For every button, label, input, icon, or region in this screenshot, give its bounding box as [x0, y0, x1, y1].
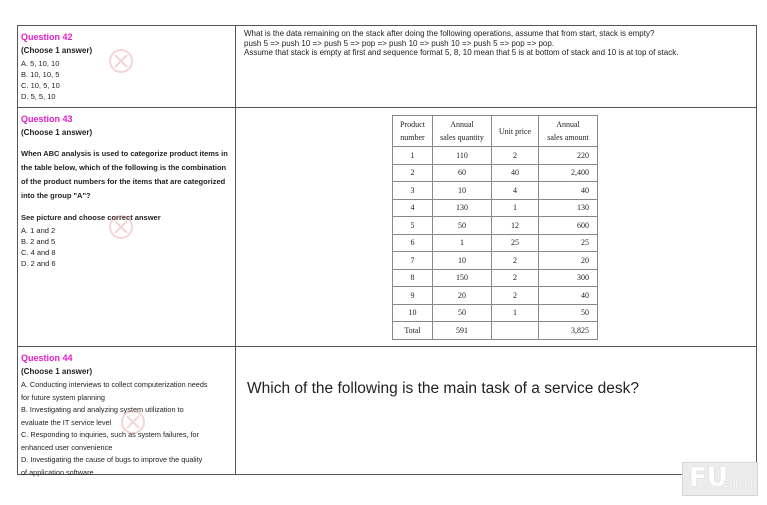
watermark-icon [106, 212, 136, 242]
table-row: 9 20 2 40 [393, 287, 598, 305]
answer-d-cont[interactable]: of application software [21, 467, 94, 477]
table-row: 1 110 2 220 [393, 147, 598, 165]
answer-a[interactable]: A. Conducting interviews to collect computerization needs [21, 380, 208, 389]
question-42-choose: (Choose 1 answer) [21, 46, 93, 55]
table-row: 10 50 1 50 [393, 304, 598, 322]
question-44-row [18, 347, 756, 477]
answer-b-cont[interactable]: evaluate the IT service level [21, 417, 112, 427]
answer-c-cont[interactable]: enhanced user convenience [21, 442, 113, 452]
question-42-body [237, 26, 756, 107]
question-43-options [18, 108, 236, 346]
answer-c[interactable]: C. 4 and 8 [21, 248, 56, 257]
header-annual-sales-amount: Annual sales amount [539, 116, 598, 147]
answer-d[interactable]: D. Investigating the cause of bugs to improve the quality [21, 455, 203, 464]
table-total-row: Total 591 3,825 [393, 322, 598, 340]
header-unit-price: Unit price [492, 116, 539, 147]
question-sheet [17, 25, 757, 475]
watermark-icon [118, 407, 148, 437]
question-43-title: Question 43 [21, 114, 73, 124]
question-42-note: Assume that stack is empty at first and sequence format 5, 8, 10 mean that 5 is at bottom of stack and 10 is at top of stack. [244, 48, 679, 57]
answer-a[interactable]: A. 1 and 2 [21, 226, 56, 235]
header-product-number: Product number [393, 116, 433, 147]
answer-d[interactable]: D. 5, 5, 10 [21, 92, 56, 101]
answer-c[interactable]: C. Responding to inquiries, such as system failures, for [21, 430, 200, 439]
question-44-text: Which of the following is the main task of a service desk? [247, 380, 639, 397]
table-row: 8 150 2 300 [393, 269, 598, 287]
question-44-options [18, 347, 236, 477]
table-row: 2 60 40 2,400 [393, 164, 598, 182]
table-header-row [393, 116, 598, 147]
question-42-title: Question 42 [21, 32, 73, 42]
table-row: 7 10 2 20 [393, 252, 598, 270]
site-logo [682, 462, 758, 496]
question-42-options [18, 26, 236, 107]
question-42-row [18, 26, 756, 108]
answer-b[interactable]: B. 10, 10, 5 [21, 70, 60, 79]
answer-c[interactable]: C. 10, 5, 10 [21, 81, 60, 90]
table-row: 5 50 12 600 [393, 217, 598, 235]
question-43-choose: (Choose 1 answer) [21, 128, 93, 137]
header-annual-sales-quantity: Annual sales quantity [433, 116, 492, 147]
answer-b[interactable]: B. Investigating and analyzing system utilization to [21, 405, 184, 414]
question-42-text: What is the data remaining on the stack after doing the following operations, assume that from start, stack is empty? [244, 29, 655, 38]
question-43-prompt: When ABC analysis is used to categorize product items in the table below, which of the following is the combination of the product numbers for the items that are categorized into the group "A"? [21, 149, 228, 200]
answer-a-cont[interactable]: for future system planning [21, 392, 105, 402]
question-44-body [237, 347, 756, 474]
question-44-title: Question 44 [21, 353, 73, 363]
answer-a[interactable]: A. 5, 10, 10 [21, 59, 60, 68]
table-row: 6 1 25 25 [393, 234, 598, 252]
table-row: 3 10 4 40 [393, 182, 598, 200]
answer-d[interactable]: D. 2 and 6 [21, 259, 56, 268]
question-43-body [237, 108, 756, 346]
watermark-icon [106, 46, 136, 76]
table-row: 4 130 1 130 [393, 199, 598, 217]
logo-text: EDU.VN [723, 479, 758, 489]
answer-b[interactable]: B. 2 and 5 [21, 237, 56, 246]
abc-analysis-table [392, 115, 598, 340]
question-42-operations: push 5 => push 10 => push 5 => pop => push 10 => push 10 => push 5 => pop => pop. [244, 38, 555, 48]
logo-mark: FU [689, 463, 728, 493]
question-43-instruction: See picture and choose correct answer [21, 213, 161, 222]
question-43-row [18, 108, 756, 347]
question-44-choose: (Choose 1 answer) [21, 367, 93, 376]
